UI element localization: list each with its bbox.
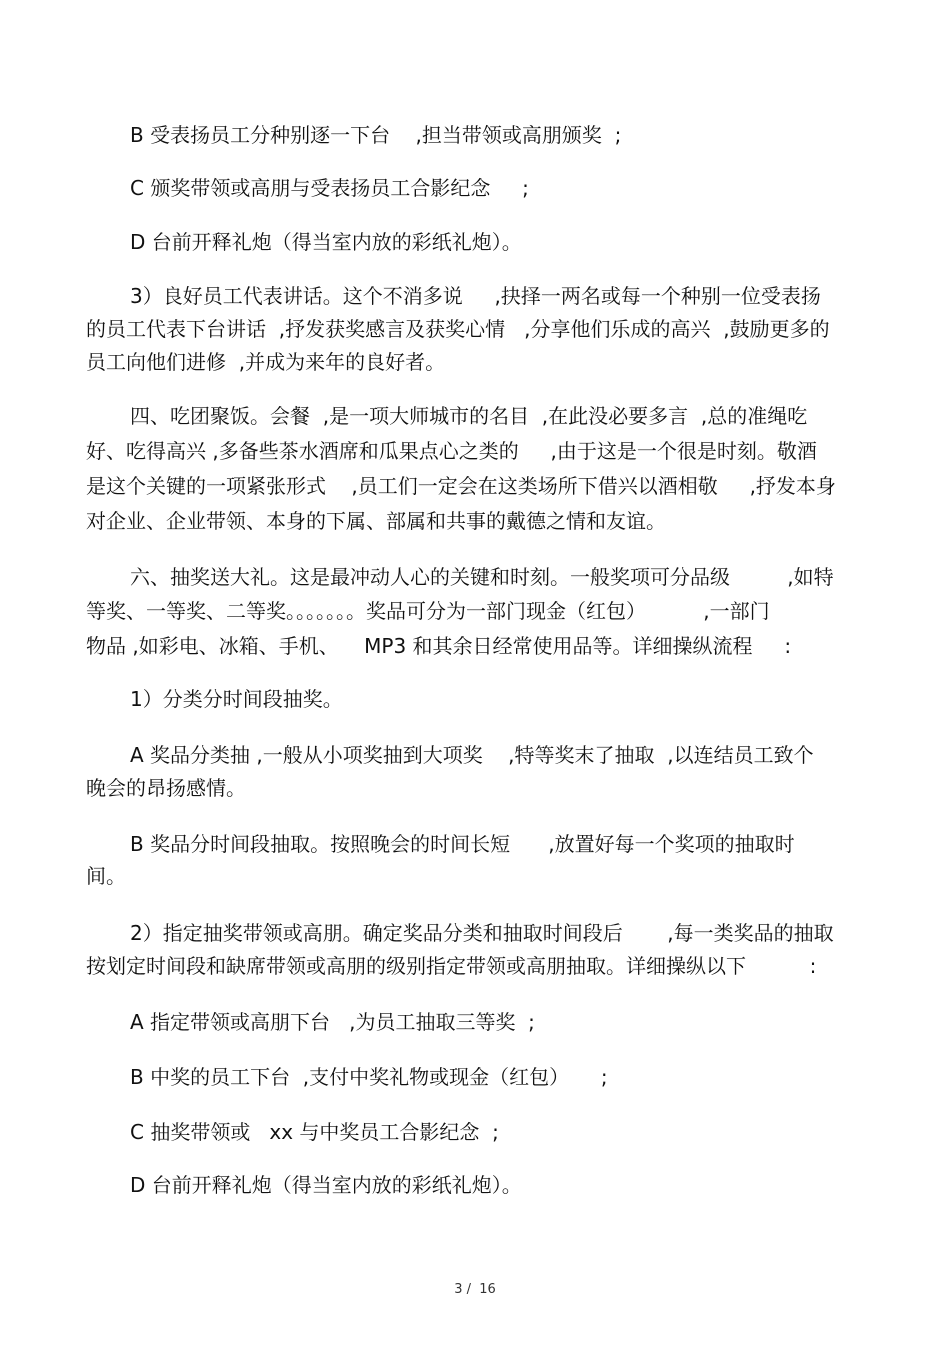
text-line: 按划定时间段和缺席带领或高朋的级别指定带领或高朋抽取。详细操纵以下 : bbox=[86, 954, 817, 978]
text-line: 好、吃得高兴 ,多备些茶水酒席和瓜果点心之类的 ,由于这是一个很是时刻。敬酒 bbox=[86, 439, 817, 463]
text-line: C 抽奖带领或 xx 与中奖员工合影纪念 ; bbox=[130, 1120, 499, 1144]
text-line: 2）指定抽奖带领或高朋。确定奖品分类和抽取时间段后 ,每一类奖品的抽取 bbox=[130, 921, 834, 945]
text-line: C 颁奖带领或高朋与受表扬员工合影纪念 ; bbox=[130, 176, 529, 200]
text-line: 3）良好员工代表讲话。这个不消多说 ,抉择一两名或每一个种别一位受表扬 bbox=[130, 284, 821, 308]
text-line: B 中奖的员工下台 ,支付中奖礼物或现金（红包） ; bbox=[130, 1065, 608, 1089]
text-line: 1）分类分时间段抽奖。 bbox=[130, 687, 343, 711]
text-line: 员工向他们进修 ,并成为来年的良好者。 bbox=[86, 350, 446, 374]
text-line: D 台前开释礼炮（得当室内放的彩纸礼炮）。 bbox=[130, 1173, 522, 1197]
text-line: 等奖、一等奖、二等奖。。。。。。。奖品可分为一部门现金（红包） ,一部门 bbox=[86, 599, 770, 623]
text-line: 四、吃团聚饭。会餐 ,是一项大师城市的名目 ,在此没必要多言 ,总的准绳吃 bbox=[130, 404, 808, 428]
text-line: 晚会的昂扬感情。 bbox=[86, 776, 246, 800]
text-line: 对企业、企业带领、本身的下属、部属和共事的戴德之情和友谊。 bbox=[86, 509, 666, 533]
text-line: B 奖品分时间段抽取。按照晚会的时间长短 ,放置好每一个奖项的抽取时 bbox=[130, 832, 795, 856]
text-line: A 指定带领或高朋下台 ,为员工抽取三等奖 ; bbox=[130, 1010, 535, 1034]
text-line: B 受表扬员工分种别逐一下台 ,担当带领或高朋颁奖 ; bbox=[130, 123, 622, 147]
text-line: 六、抽奖送大礼。这是最冲动人心的关键和时刻。一般奖项可分品级 ,如特 bbox=[130, 565, 834, 589]
text-line: 物品 ,如彩电、冰箱、手机、 MP3 和其余日经常使用品等。详细操纵流程 : bbox=[86, 634, 792, 658]
text-line: D 台前开释礼炮（得当室内放的彩纸礼炮）。 bbox=[130, 230, 522, 254]
text-line: 间。 bbox=[86, 864, 126, 888]
text-line: 是这个关键的一项紧张形式 ,员工们一定会在这类场所下借兴以酒相敬 ,抒发本身 bbox=[86, 474, 836, 498]
text-line: A 奖品分类抽 ,一般从小项奖抽到大项奖 ,特等奖末了抽取 ,以连结员工致个 bbox=[130, 743, 814, 767]
text-line: 的员工代表下台讲话 ,抒发获奖感言及获奖心情 ,分享他们乐成的高兴 ,鼓励更多的 bbox=[86, 317, 830, 341]
page-number: 3 / 16 bbox=[454, 1282, 496, 1297]
